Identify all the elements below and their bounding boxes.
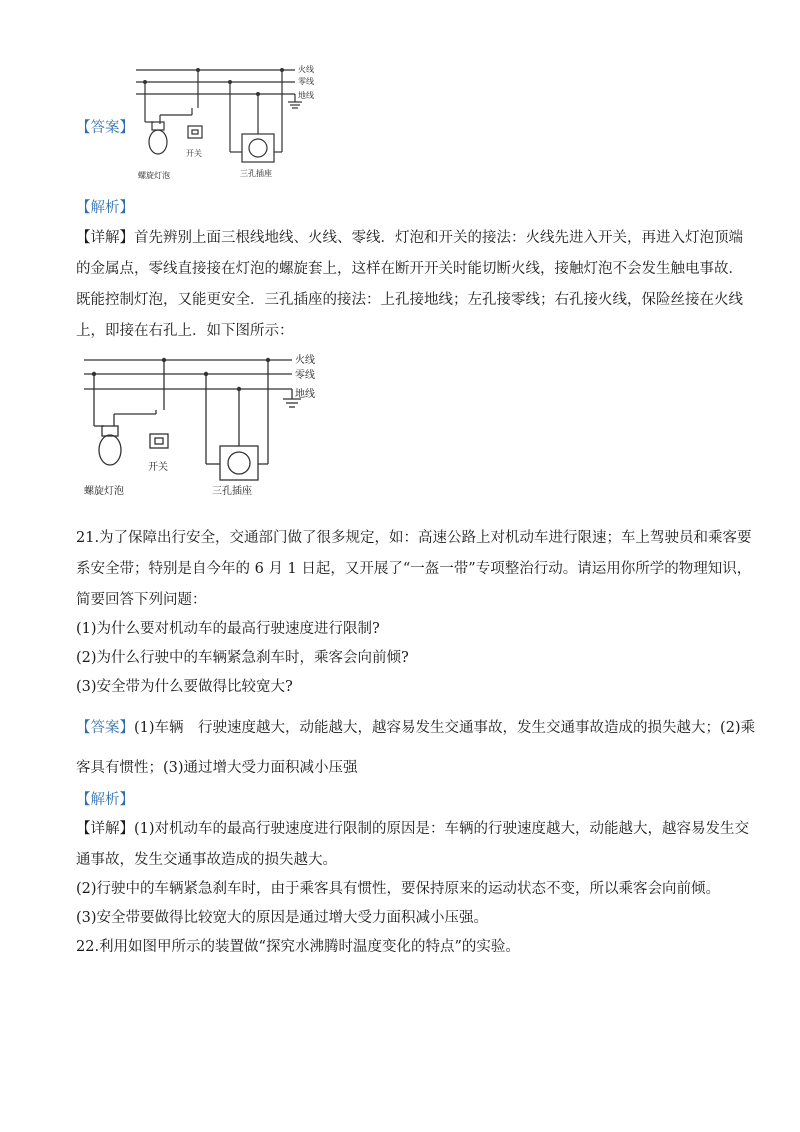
detail-line-2: 的金属点，零线直接接在灯泡的螺旋套上，这样在断开开关时能切断火线，接触灯泡不会发生触电事故． [76, 261, 743, 277]
detail-line-3: 既能控制灯泡，又能更安全．三孔插座的接法：上孔接地线；左孔接零线；右孔接火线，保险丝接在火线 [76, 292, 743, 308]
switch-label: 开关 [186, 149, 202, 158]
q21-sub-3: (3)安全带为什么要做得比较宽大? [76, 679, 293, 695]
detail-line-4: 上，即接在右孔上．如下图所示： [76, 323, 294, 339]
ground-wire-label: 地线 [298, 91, 314, 100]
neutral-wire-label-2: 零线 [295, 370, 315, 381]
circuit-diagram-analysis [84, 350, 334, 500]
bulb-label-2: 螺旋灯泡 [84, 486, 124, 497]
ground-wire-label-2: 地线 [295, 389, 315, 400]
q21-detail-line-2: 通事故，发生交通事故造成的损失越大。 [76, 852, 337, 868]
fire-wire-label: 火线 [298, 65, 314, 74]
switch-label-2: 开关 [148, 462, 168, 473]
answer-tag: 【答案】 [76, 120, 134, 136]
bulb-label: 螺旋灯泡 [138, 171, 170, 180]
circuit-diagram-answer [130, 60, 330, 180]
q21-line-2: 系安全带；特别是自今年的 6 月 1 日起，又开展了“一盔一带”专项整治行动。请运用你所学的物理知识， [76, 561, 752, 577]
fire-wire-label-2: 火线 [295, 355, 315, 366]
q21-detail-tag: 【详解】 [76, 821, 134, 837]
q21-sub-2: (2)为什么行驶中的车辆紧急刹车时，乘客会向前倾? [76, 650, 409, 666]
q21-sub-1: (1)为什么要对机动车的最高行驶速度进行限制? [76, 621, 380, 637]
q21-line-1: 21.为了保障出行安全，交通部门做了很多规定，如：高速公路上对机动车进行限速；车上驾驶员和乘客要 [76, 530, 752, 546]
q21-detail-line-4: (3)安全带要做得比较宽大的原因是通过增大受力面积减小压强。 [76, 910, 489, 926]
detail-tag: 【详解】 [76, 230, 134, 246]
q21-answer-tag: 【答案】 [76, 720, 134, 736]
q22-line: 22.利用如图甲所示的装置做“探究水沸腾时温度变化的特点”的实验。 [76, 939, 520, 955]
q21-detail-line-3: (2)行驶中的车辆紧急刹车时，由于乘客具有惯性，要保持原来的运动状态不变，所以乘客会向前倾。 [76, 881, 721, 897]
socket-label-2: 三孔插座 [212, 486, 252, 497]
q21-analysis-tag: 【解析】 [76, 792, 134, 808]
q21-detail-line-1: 【详解】(1)对机动车的最高行驶速度进行限制的原因是：车辆的行驶速度越大，动能越大，越容易发生交 [76, 821, 750, 837]
q21-answer-line-2: 客具有惯性；(3)通过增大受力面积减小压强 [76, 760, 358, 776]
q21-answer-line-1: 【答案】(1)车辆 行驶速度越大，动能越大，越容易发生交通事故，发生交通事故造成的损失越大；(2)乘 [76, 720, 756, 736]
analysis-tag: 【解析】 [76, 200, 134, 216]
detail-line-1: 【详解】首先辨别上面三根线地线、火线、零线．灯泡和开关的接法：火线先进入开关，再进入灯泡顶端 [76, 230, 743, 246]
q21-line-3: 简要回答下列问题： [76, 592, 207, 608]
neutral-wire-label: 零线 [298, 77, 314, 86]
socket-label: 三孔插座 [240, 169, 272, 178]
